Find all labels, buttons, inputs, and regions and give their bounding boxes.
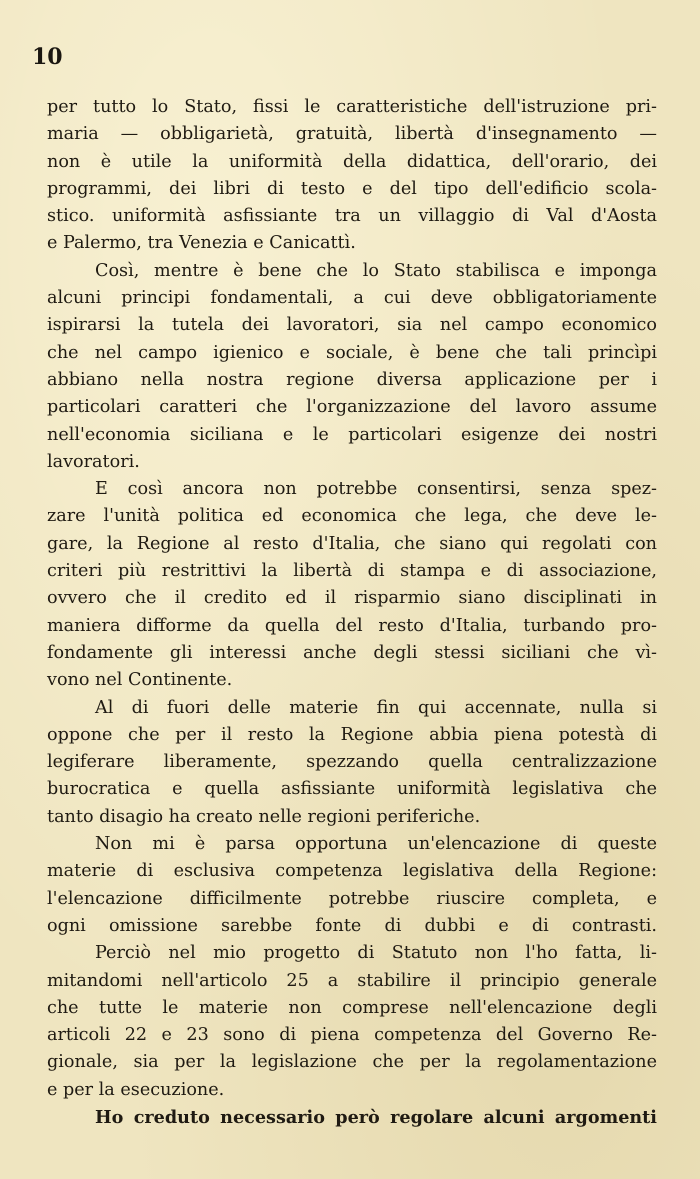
text-line: materie di esclusiva competenza legislativa della Regione:	[47, 861, 657, 882]
text-line: legiferare liberamente, spezzando quella centralizzazione	[47, 752, 657, 773]
text-line: Ho creduto necessario però regolare alcuni argomenti	[95, 1106, 657, 1128]
text-line: e per la esecuzione.	[47, 1079, 225, 1100]
text-line: vono nel Continente.	[47, 670, 233, 691]
text-line: che nel campo igienico e sociale, è bene che tali princìpi	[47, 342, 657, 363]
paragraph-1	[47, 94, 657, 258]
text-line: oppone che per il resto la Regione abbia piena potestà di	[47, 724, 657, 745]
paragraph-3	[47, 476, 657, 694]
text-line: nell'economia siciliana e le particolari esigenze dei nostri	[47, 424, 657, 445]
text-line: lavoratori.	[47, 451, 140, 472]
text-line: maria — obbligarietà, gratuità, libertà d'insegnamento —	[47, 124, 657, 145]
paragraph-7	[47, 1104, 657, 1131]
paragraph-5	[47, 831, 657, 940]
text-line: tanto disagio ha creato nelle regioni periferiche.	[47, 806, 481, 827]
text-line: mitandomi nell'articolo 25 a stabilire il principio generale	[47, 970, 657, 991]
text-line: che tutte le materie non comprese nell'elencazione degli	[47, 997, 657, 1018]
text-line: Così, mentre è bene che lo Stato stabilisca e imponga	[95, 260, 657, 281]
text-line: burocratica e quella asfissiante uniformità legislativa che	[47, 779, 657, 800]
text-line: l'elencazione difficilmente potrebbe riuscire completa, e	[47, 888, 657, 909]
text-line: Non mi è parsa opportuna un'elencazione di queste	[95, 834, 657, 855]
text-line: alcuni principi fondamentali, a cui deve obbligatoriamente	[47, 288, 657, 309]
text-line: ovvero che il credito ed il risparmio siano disciplinati in	[47, 588, 657, 609]
paragraph-4	[47, 695, 657, 831]
text-line: e Palermo, tra Venezia e Canicattì.	[47, 233, 356, 254]
text-line: particolari caratteri che l'organizzazione del lavoro assume	[47, 397, 657, 418]
text-line: ispirarsi la tutela dei lavoratori, sia nel campo economico	[47, 315, 657, 336]
text-line: E così ancora non potrebbe consentirsi, senza spez-	[95, 479, 657, 500]
text-line: non è utile la uniformità della didattica, dell'orario, dei	[47, 151, 657, 172]
text-line: articoli 22 e 23 sono di piena competenza del Governo Re-	[47, 1025, 657, 1046]
body-text	[47, 94, 657, 1131]
text-line: per tutto lo Stato, fissi le caratteristiche dell'istruzione pri-	[47, 97, 657, 117]
text-line: gionale, sia per la legislazione che per la regolamentazione	[47, 1052, 657, 1073]
text-line: stico. uniformità asfissiante tra un villaggio di Val d'Aosta	[47, 206, 657, 227]
paragraph-2	[47, 258, 657, 476]
text-line: fondamente gli interessi anche degli stessi siciliani che vì-	[47, 642, 657, 663]
text-line: ogni omissione sarebbe fonte di dubbi e di contrasti.	[47, 915, 657, 936]
text-line: Perciò nel mio progetto di Statuto non l'ho fatta, li-	[95, 943, 657, 964]
page-number: 10	[32, 44, 63, 70]
paragraph-6	[47, 940, 657, 1104]
text-line: Al di fuori delle materie fin qui accennate, nulla si	[95, 697, 657, 718]
text-line: zare l'unità politica ed economica che lega, che deve le-	[47, 506, 657, 527]
text-line: abbiano nella nostra regione diversa applicazione per i	[47, 369, 657, 390]
text-line: programmi, dei libri di testo e del tipo dell'edificio scola-	[47, 178, 657, 199]
text-line: gare, la Regione al resto d'Italia, che siano qui regolati con	[47, 533, 657, 554]
text-line: criteri più restrittivi la libertà di stampa e di associazione,	[47, 561, 657, 582]
text-line: maniera difforme da quella del resto d'Italia, turbando pro-	[47, 615, 657, 636]
